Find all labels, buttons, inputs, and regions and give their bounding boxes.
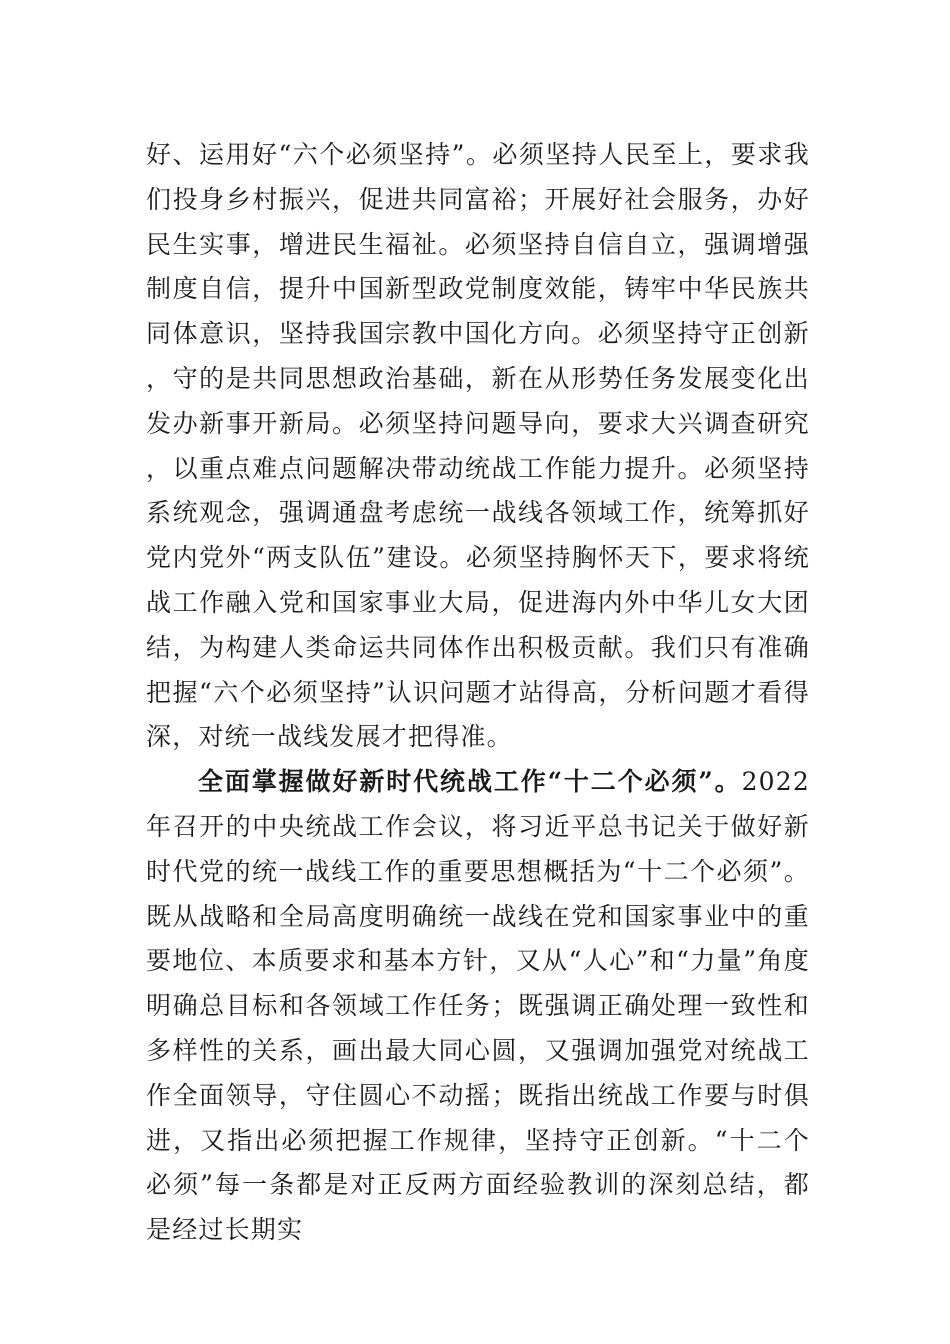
- paragraph-1: [146, 133, 810, 760]
- paragraph-2-text: 2022年召开的中央统战工作会议，将习近平总书记关于做好新时代党的统一战线工作的重要思想概括为“十二个必须”。既从战略和全局高度明确统一战线在党和国家事业中的重要地位、本质要求和基本方针，又从“人心”和“力量”角度明确总目标和各领域工作任务；既强调正确处理一致性和多样性的关系，画出最大同心圆，又强调加强党对统战工作全面领导，守住圆心不动摇；既指出统战工作要与时俱进，又指出必须把握工作规律，坚持守正创新。“十二个必须”每一条都是对正反两方面经验教训的深刻总结，都是经过长期实: [146, 767, 810, 1245]
- document-body: [146, 133, 810, 1253]
- paragraph-2: [146, 760, 810, 1253]
- paragraph-1-text: 好、运用好“六个必须坚持”。必须坚持人民至上，要求我们投身乡村振兴，促进共同富裕；开展好社会服务，办好民生实事，增进民生福祉。必须坚持自信自立，强调增强制度自信，提升中国新型政党制度效能，铸牢中华民族共同体意识，坚持我国宗教中国化方向。必须坚持守正创新，守的是共同思想政治基础，新在从形势任务发展变化出发办新事开新局。必须坚持问题导向，要求大兴调查研究，以重点难点问题解决带动统战工作能力提升。必须坚持系统观念，强调通盘考虑统一战线各领域工作，统筹抓好党内党外“两支队伍”建设。必须坚持胸怀天下，要求将统战工作融入党和国家事业大局，促进海内外中华儿女大团结，为构建人类命运共同体作出积极贡献。我们只有准确把握“六个必须坚持”认识问题才站得高，分析问题才看得深，对统一战线发展才把得准。: [146, 140, 810, 752]
- paragraph-2-heading: 全面掌握做好新时代统战工作“十二个必须”。: [198, 767, 742, 797]
